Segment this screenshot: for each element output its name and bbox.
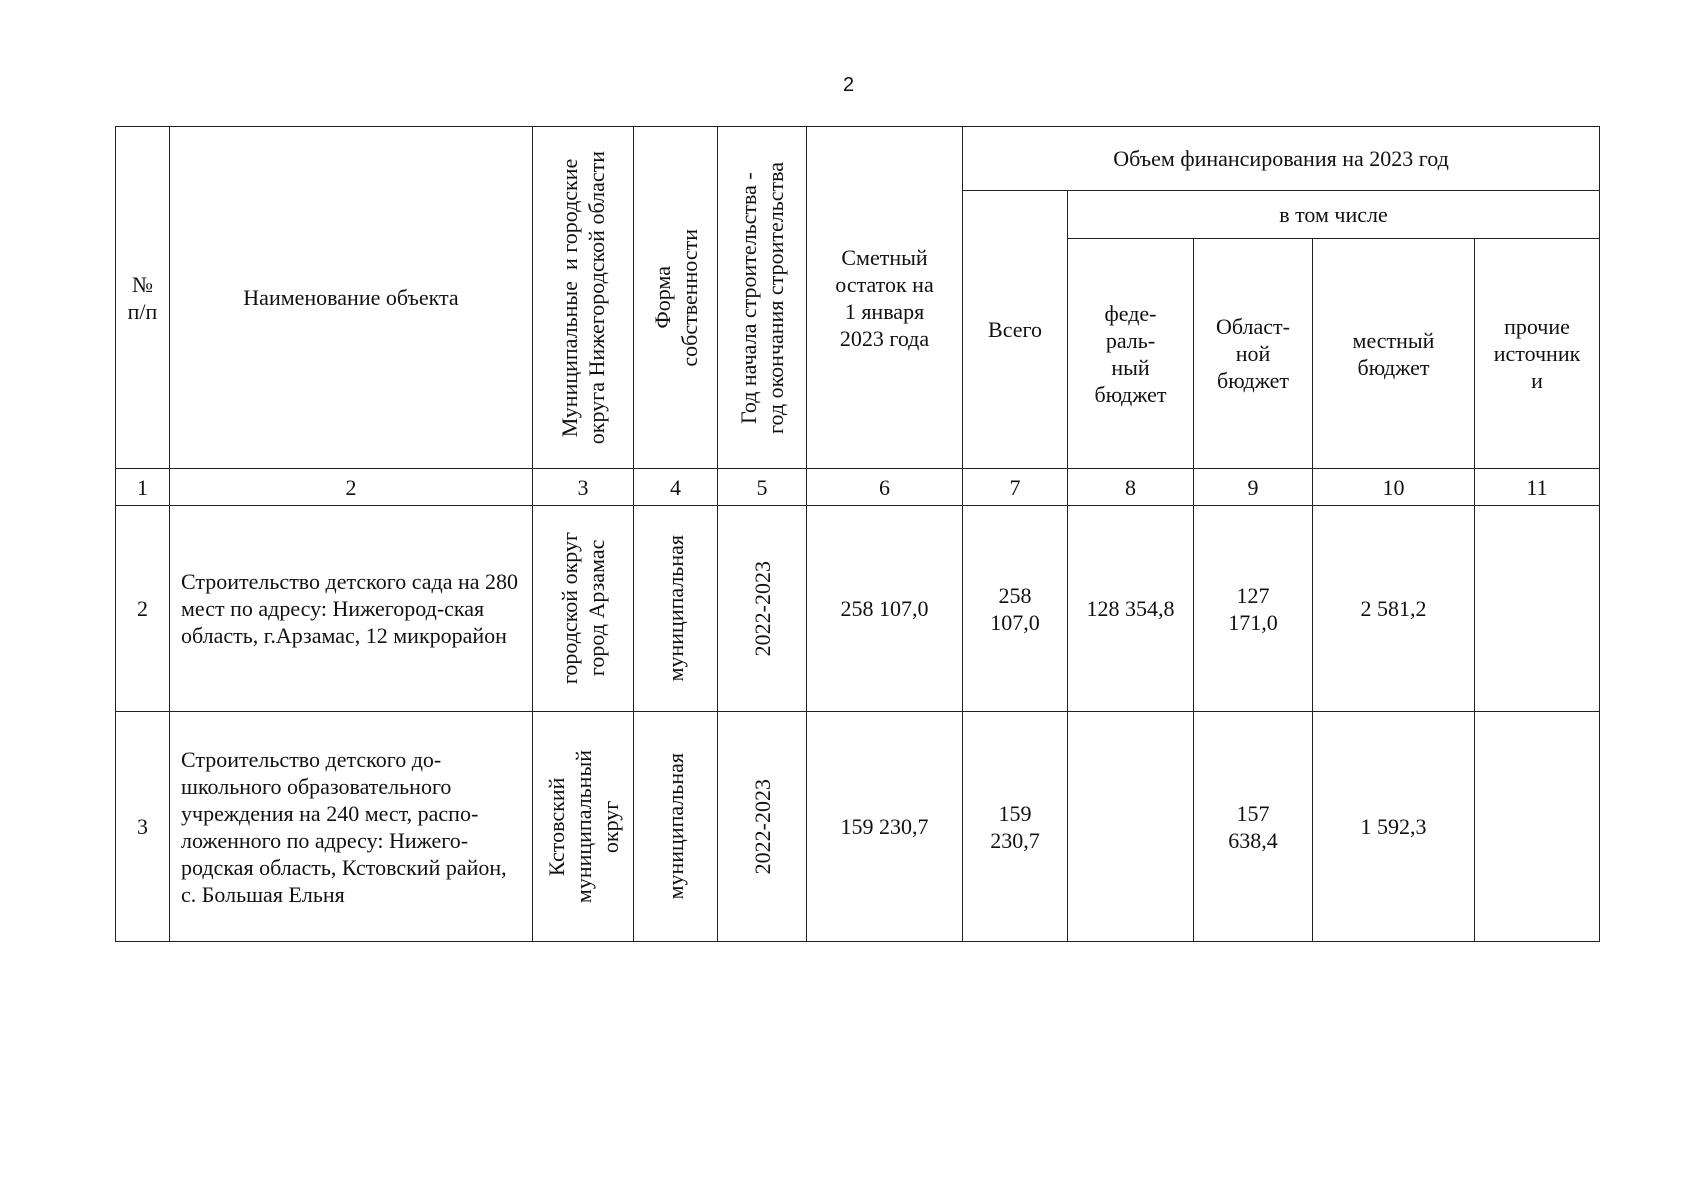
header-regional: Област- ной бюджет [1194, 239, 1313, 469]
column-number: 11 [1475, 469, 1600, 506]
municipality-cell: городской округ город Арзамас [533, 506, 634, 712]
header-name: Наименование объекта [170, 127, 533, 469]
federal-cell [1068, 712, 1194, 942]
municipality-cell: Кстовский муниципальный округ [533, 712, 634, 942]
column-numbers-row [116, 469, 1600, 506]
header-municipality: Муниципальные и городские округа Нижегородской области [533, 127, 634, 469]
column-number: 1 [116, 469, 170, 506]
object-name: Строительство детского сада на 280 мест по адресу: Нижегород-ская область, г.Арзамас, 12 микрорайон [170, 506, 533, 712]
table-row [116, 506, 1600, 712]
header-balance: Сметный остаток на 1 января 2023 года [807, 127, 963, 469]
column-number: 6 [807, 469, 963, 506]
header-total: Всего [963, 191, 1068, 469]
years-cell: 2022-2023 [718, 506, 807, 712]
column-number: 8 [1068, 469, 1194, 506]
header-ownership: Форма собственности [634, 127, 718, 469]
local-cell: 2 581,2 [1313, 506, 1475, 712]
column-number: 5 [718, 469, 807, 506]
total-cell: 258 107,0 [963, 506, 1068, 712]
total-cell: 159 230,7 [963, 712, 1068, 942]
table-row [116, 712, 1600, 942]
column-number: 4 [634, 469, 718, 506]
regional-cell: 127 171,0 [1194, 506, 1313, 712]
header-financing: Объем финансирования на 2023 год [963, 127, 1600, 191]
balance-cell: 159 230,7 [807, 712, 963, 942]
header-federal: феде- раль- ный бюджет [1068, 239, 1194, 469]
ownership-cell: муниципальная [634, 506, 718, 712]
column-number: 2 [170, 469, 533, 506]
page-number: 2 [842, 74, 855, 96]
other-cell [1475, 712, 1600, 942]
column-number: 10 [1313, 469, 1475, 506]
header-years: Год начала строительства - год окончания строительства [718, 127, 807, 469]
years-cell: 2022-2023 [718, 712, 807, 942]
row-num: 2 [116, 506, 170, 712]
regional-cell: 157 638,4 [1194, 712, 1313, 942]
row-num: 3 [116, 712, 170, 942]
financing-table [115, 126, 1600, 942]
column-number: 9 [1194, 469, 1313, 506]
local-cell: 1 592,3 [1313, 712, 1475, 942]
ownership-cell: муниципальная [634, 712, 718, 942]
other-cell [1475, 506, 1600, 712]
header-local: местный бюджет [1313, 239, 1475, 469]
balance-cell: 258 107,0 [807, 506, 963, 712]
header-other: прочие источник и [1475, 239, 1600, 469]
column-number: 3 [533, 469, 634, 506]
header-num: № п/п [116, 127, 170, 469]
federal-cell: 128 354,8 [1068, 506, 1194, 712]
header-including: в том числе [1068, 191, 1600, 239]
column-number: 7 [963, 469, 1068, 506]
object-name: Строительство детского до-школьного образовательного учреждения на 240 мест, распо-ложенного по адресу: Нижего-родская область, Кстовский район, с. Большая Ельня [170, 712, 533, 942]
